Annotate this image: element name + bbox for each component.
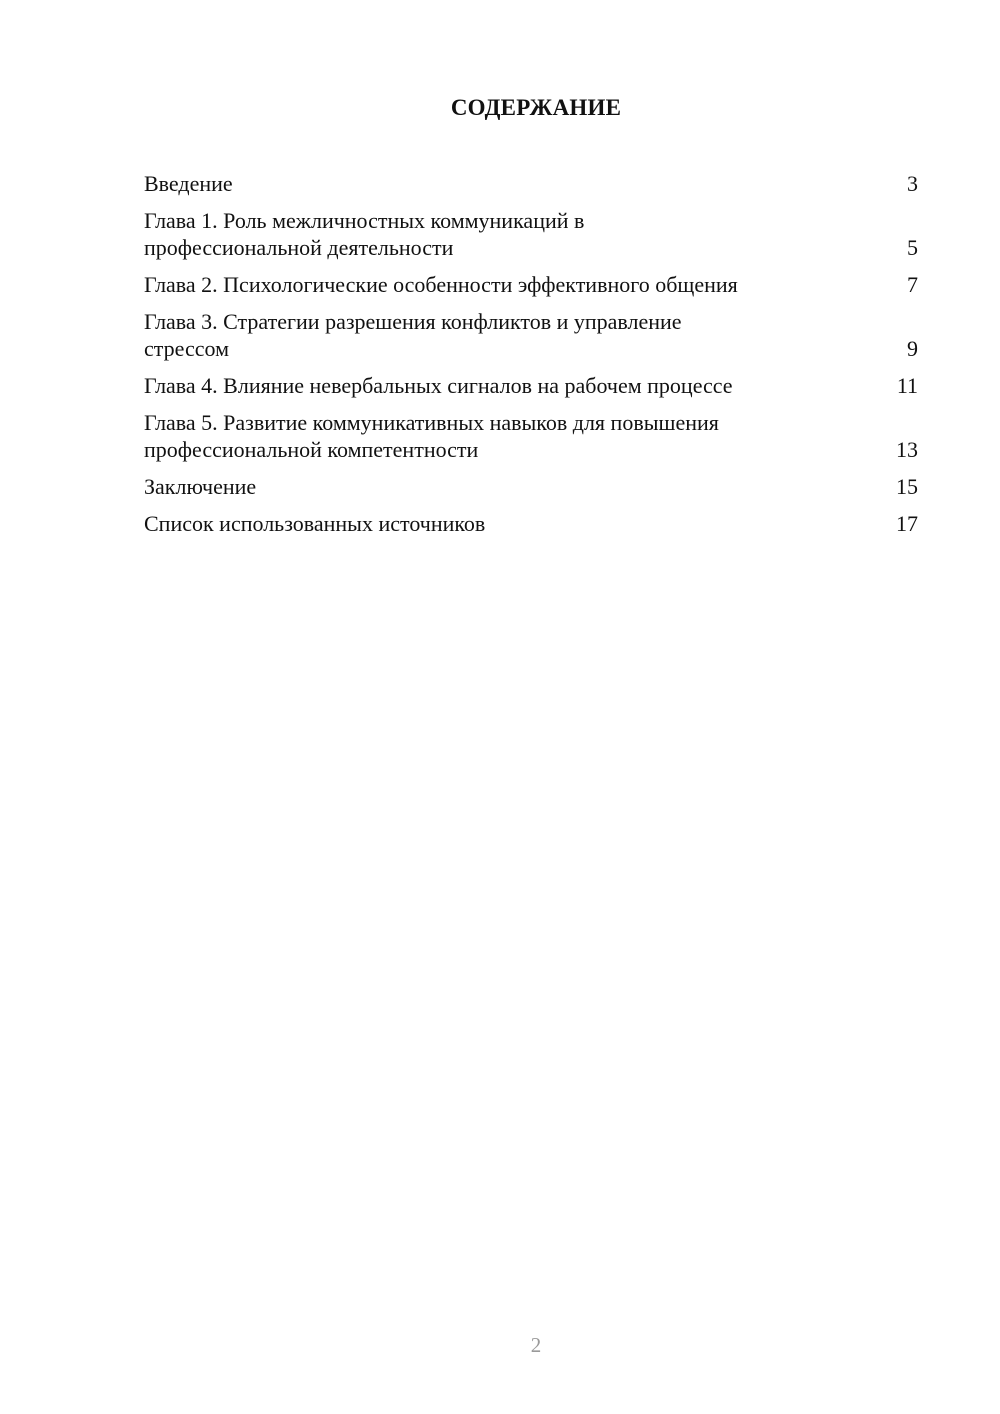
toc-entry-label bbox=[144, 207, 890, 261]
toc-entry-label bbox=[144, 170, 890, 197]
toc-entry-page-number: 9 bbox=[907, 336, 918, 361]
toc-entry-label-line: профессиональной деятельности bbox=[144, 235, 454, 260]
toc-entry-page-number: 11 bbox=[896, 373, 918, 398]
toc-entry-page-number: 5 bbox=[907, 235, 918, 260]
toc-entry-conclusion bbox=[144, 473, 918, 500]
toc-entry-page-number: 7 bbox=[907, 272, 918, 297]
toc-entry-label-line: Введение bbox=[144, 171, 233, 196]
toc-entry-references bbox=[144, 510, 918, 537]
toc-entry-introduction bbox=[144, 170, 918, 197]
toc-entry-label-line: Заключение bbox=[144, 474, 257, 499]
toc-entry-label-line: Список использованных источников bbox=[144, 511, 486, 536]
toc-entry-chapter-4 bbox=[144, 372, 918, 399]
toc-entry-label bbox=[144, 372, 890, 399]
toc-entry-label-line: стрессом bbox=[144, 336, 229, 361]
toc-entry-label-line: Глава 4. Влияние невербальных сигналов на рабочем процессе bbox=[144, 373, 733, 398]
toc-entry-label bbox=[144, 271, 890, 298]
toc-entry-label-line: Глава 2. Психологические особенности эффективного общения bbox=[144, 272, 738, 297]
toc-entry-label bbox=[144, 510, 890, 537]
toc-entry-label bbox=[144, 409, 890, 463]
toc-entry-chapter-3 bbox=[144, 308, 918, 362]
toc-entry-page-number: 13 bbox=[896, 437, 918, 462]
toc-entry-page-number: 17 bbox=[896, 511, 918, 536]
page-title: СОДЕРЖАНИЕ bbox=[450, 95, 622, 120]
table-of-contents bbox=[144, 170, 918, 547]
toc-entry-page-number: 3 bbox=[907, 171, 918, 196]
toc-entry-label-line: профессиональной компетентности bbox=[144, 437, 479, 462]
toc-entry-page-number: 15 bbox=[896, 474, 918, 499]
toc-entry-chapter-1 bbox=[144, 207, 918, 261]
toc-entry-label-line: Глава 3. Стратегии разрешения конфликтов и управление bbox=[144, 309, 682, 334]
page-footer-number: 2 bbox=[530, 1333, 542, 1357]
toc-entry-label bbox=[144, 308, 890, 362]
toc-entry-chapter-2 bbox=[144, 271, 918, 298]
toc-entry-label bbox=[144, 473, 890, 500]
toc-entry-label-line: Глава 5. Развитие коммуникативных навыков для повышения bbox=[144, 410, 719, 435]
toc-entry-label-line: Глава 1. Роль межличностных коммуникаций в bbox=[144, 208, 585, 233]
toc-entry-chapter-5 bbox=[144, 409, 918, 463]
